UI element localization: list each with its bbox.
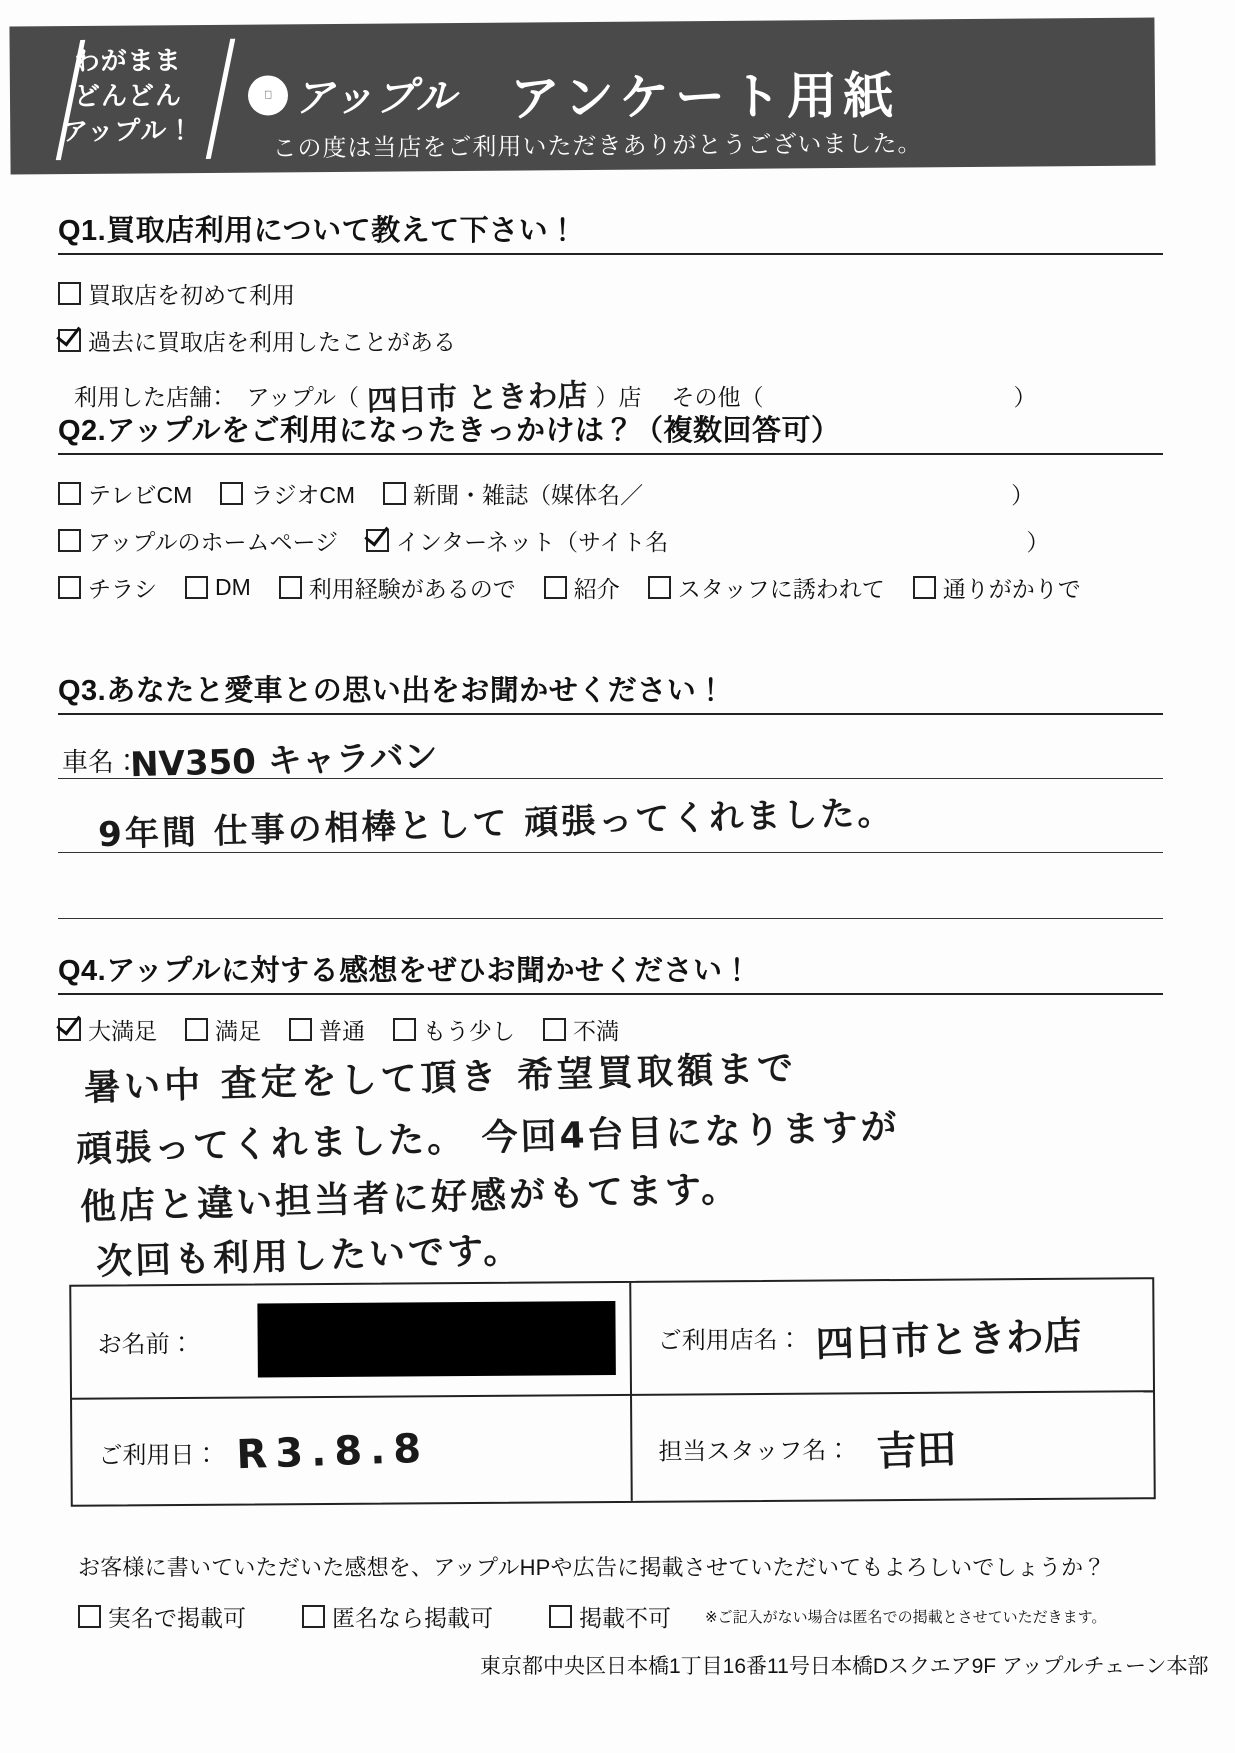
consent-option-anonymous[interactable]	[302, 1600, 493, 1633]
q2-row1-label-1: ラジオCM	[250, 482, 356, 508]
q2-divider	[58, 453, 1163, 455]
staff-label: 担当スタッフ名：	[658, 1437, 851, 1466]
q1-option-first-time[interactable]	[58, 277, 295, 310]
q4-option-needs-improvement[interactable]	[393, 1013, 515, 1046]
question-4	[58, 948, 1163, 1046]
q2-row2-close: ）	[1026, 529, 1050, 555]
name-cell	[71, 1283, 630, 1398]
checkbox-icon[interactable]	[393, 1018, 416, 1041]
q4-answer-line-4: 次回も利用したいです。	[95, 1230, 523, 1283]
q4-option-neutral[interactable]	[289, 1013, 365, 1046]
q2-option-homepage[interactable]	[58, 524, 338, 557]
checkbox-icon[interactable]	[185, 1018, 208, 1041]
q2-row2-label-1: インターネット（サイト名	[396, 529, 669, 555]
q2-row1-close: ）	[1011, 482, 1035, 508]
q1-option-used-before[interactable]	[58, 324, 456, 357]
q2-option-flyer[interactable]	[58, 571, 157, 604]
checkbox-icon[interactable]	[648, 576, 671, 599]
q1-store-close: ）店	[595, 383, 642, 410]
consent-small-note: ※ご記入がない場合は匿名での掲載とさせていただきます。	[705, 1609, 1107, 1626]
checkbox-icon[interactable]	[279, 576, 302, 599]
consent-label-2: 掲載不可	[579, 1605, 671, 1631]
q2-row3-label-5: 通りがかりで	[942, 576, 1081, 602]
q1-option-row-1	[58, 277, 1163, 310]
checkbox-icon[interactable]	[78, 1605, 101, 1628]
q4-answer-line-1: 暑い中 査定をして頂き 希望買取額まで	[83, 1048, 798, 1109]
q2-row1-label-2: 新聞・雑誌（媒体名／	[413, 482, 644, 508]
q1-option-label-0: 買取店を初めて利用	[88, 282, 295, 308]
q1-title: Q1.買取店利用について教えて下さい！	[58, 215, 578, 247]
brand-wordmark: アップル	[293, 74, 458, 121]
checkbox-icon[interactable]	[366, 529, 389, 552]
staff-cell	[632, 1392, 1156, 1503]
brand-logo	[248, 65, 458, 124]
q2-option-experience[interactable]	[279, 571, 516, 604]
header-tagline	[27, 31, 228, 150]
q2-row3-label-2: 利用経験があるので	[308, 576, 516, 602]
q1-option-row-2	[58, 324, 1163, 357]
store-value: 四日市ときわ店	[815, 1313, 1083, 1367]
publication-consent-options	[78, 1600, 1106, 1633]
q2-option-radio-cm[interactable]	[220, 477, 355, 510]
checkbox-icon[interactable]	[220, 482, 243, 505]
q3-title: Q3.あなたと愛車との思い出をお聞かせください！	[58, 675, 726, 707]
page-title: アンケート用紙	[509, 67, 900, 127]
header-banner	[9, 18, 1155, 175]
q2-option-staff-invite[interactable]	[648, 571, 885, 604]
customer-info-table	[69, 1277, 1156, 1507]
checkbox-icon[interactable]	[58, 529, 81, 552]
date-cell	[72, 1396, 631, 1507]
q4-divider	[58, 993, 1163, 995]
q1-other-label: その他（	[671, 383, 764, 410]
checkbox-icon[interactable]	[58, 482, 81, 505]
q2-option-internet[interactable]	[366, 524, 668, 557]
q4-option-label-3: もう少し	[423, 1018, 515, 1044]
q2-option-passerby[interactable]	[913, 571, 1081, 604]
q2-row3-label-3: 紹介	[573, 576, 620, 602]
consent-label-1: 匿名なら掲載可	[332, 1605, 493, 1631]
checkbox-icon[interactable]	[58, 282, 81, 305]
redacted-name-value	[257, 1301, 616, 1377]
checkbox-icon[interactable]	[58, 1018, 81, 1041]
date-label: ご利用日：	[98, 1441, 219, 1470]
checkbox-icon[interactable]	[302, 1605, 325, 1628]
apple-icon	[248, 75, 288, 115]
q4-option-very-satisfied[interactable]	[58, 1013, 157, 1046]
header-subtitle: この度は当店をご利用いただきありがとうございました。	[272, 130, 923, 163]
store-label: ご利用店名：	[657, 1326, 802, 1355]
checkbox-icon[interactable]	[289, 1018, 312, 1041]
checkbox-icon[interactable]	[913, 576, 936, 599]
q4-option-label-1: 満足	[215, 1018, 261, 1044]
q3-answer-line-1: 9年間 仕事の相棒として 頑張ってくれました。	[97, 792, 895, 856]
tagline-line-2: どんどん	[73, 80, 183, 112]
q1-other-close: ）	[1013, 383, 1037, 410]
staff-value: 吉田	[875, 1426, 958, 1476]
q2-row1-label-0: テレビCM	[88, 482, 193, 508]
tagline-line-1: わがまま	[73, 45, 182, 76]
q2-option-row-1	[58, 477, 1163, 510]
q2-option-tv-cm[interactable]	[58, 477, 192, 510]
q4-option-dissatisfied[interactable]	[543, 1013, 619, 1046]
q3-divider	[58, 713, 1163, 715]
q2-row3-label-0: チラシ	[88, 576, 157, 602]
store-cell	[631, 1279, 1155, 1394]
question-2	[58, 408, 1163, 604]
q2-row2-label-0: アップルのホームページ	[88, 529, 339, 555]
q2-row3-label-4: スタッフに誘われて	[677, 576, 885, 602]
publication-consent-note: お客様に書いていただいた感想を、アップルHPや広告に掲載させていただいてもよろしいでしょうか？	[78, 1555, 1106, 1580]
q1-option-label-1: 過去に買取店を利用したことがある	[88, 329, 456, 355]
checkbox-icon[interactable]	[544, 576, 567, 599]
q2-option-referral[interactable]	[544, 571, 620, 604]
q4-answer-line-3: 他店と違い担当者に好感がもてます。	[79, 1168, 741, 1229]
q2-title: Q2.アップルをご利用になったきっかけは？（複数回答可）	[58, 415, 841, 447]
q2-option-dm[interactable]	[185, 574, 251, 601]
checkbox-icon[interactable]	[58, 329, 81, 352]
consent-option-real-name[interactable]	[78, 1600, 246, 1633]
q4-option-label-2: 普通	[319, 1018, 365, 1044]
tagline-line-3: アップル！	[62, 115, 195, 147]
consent-label-0: 実名で掲載可	[108, 1605, 246, 1631]
q2-option-row-2	[58, 524, 1163, 557]
q3-car-answer: NV350 キャラバン	[129, 736, 439, 786]
q1-store-answer: 四日市 ときわ店	[366, 377, 588, 420]
q2-option-row-3	[58, 571, 1163, 604]
date-value: R3.8.8	[235, 1425, 430, 1478]
checkbox-icon[interactable]	[549, 1605, 572, 1628]
consent-option-no-publication[interactable]	[549, 1600, 671, 1633]
checkbox-icon[interactable]	[383, 482, 406, 505]
q4-option-row	[58, 1013, 1163, 1046]
q4-option-label-4: 不満	[573, 1018, 619, 1044]
q3-car-label: 車名：	[62, 747, 141, 777]
q1-divider	[58, 253, 1163, 255]
q3-writing-line-3	[58, 918, 1163, 919]
checkbox-icon[interactable]	[543, 1018, 566, 1041]
company-address: 東京都中央区日本橋1丁目16番11号日本橋Dスクエア9F アップルチェーン本部	[480, 1655, 1209, 1678]
q1-store-label: 利用した店舗： アップル（	[74, 383, 359, 410]
q4-option-label-0: 大満足	[88, 1018, 157, 1044]
q2-row3-label-1: DM	[215, 574, 251, 600]
question-1	[58, 208, 1163, 420]
q4-option-satisfied[interactable]	[185, 1013, 261, 1046]
q4-title: Q4.アップルに対する感想をぜひお聞かせください！	[58, 955, 753, 987]
question-3	[58, 668, 1163, 715]
checkbox-icon[interactable]	[58, 576, 81, 599]
checkbox-icon[interactable]	[185, 576, 208, 599]
q2-option-newspaper[interactable]	[383, 477, 643, 510]
name-label: お名前：	[97, 1330, 194, 1359]
q4-answer-line-2: 頑張ってくれました。 今回4台目になりますが	[75, 1106, 901, 1171]
